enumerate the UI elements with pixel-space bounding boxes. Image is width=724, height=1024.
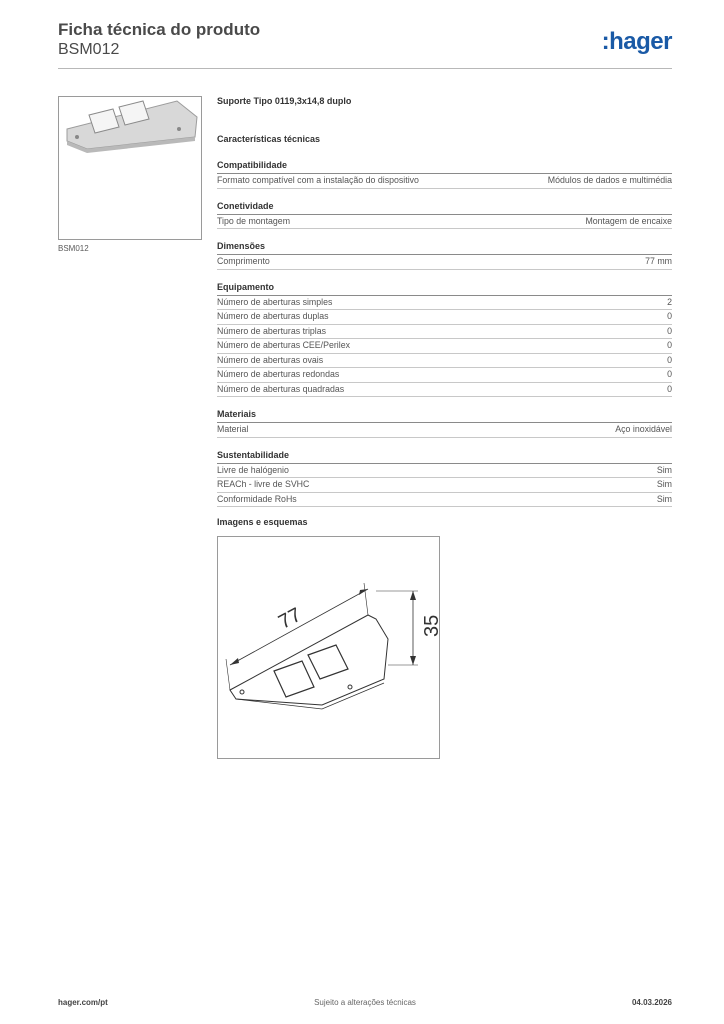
spec-label: Número de aberturas redondas bbox=[217, 369, 340, 379]
spec-value: 2 bbox=[667, 296, 672, 307]
spec-row bbox=[217, 325, 672, 340]
spec-value: Sim bbox=[656, 479, 672, 489]
spec-label: Comprimento bbox=[217, 256, 270, 266]
spec-label: Número de aberturas simples bbox=[217, 296, 333, 307]
section-title: Sustentabilidade bbox=[217, 450, 672, 464]
spec-row bbox=[217, 383, 672, 398]
spec-value: 0 bbox=[667, 383, 672, 394]
spec-row bbox=[217, 296, 672, 311]
spec-row bbox=[217, 354, 672, 369]
section-title: Conetividade bbox=[217, 201, 672, 215]
spec-section bbox=[217, 201, 672, 230]
spec-section bbox=[217, 241, 672, 270]
spec-label: Tipo de montagem bbox=[217, 215, 291, 226]
spec-section bbox=[217, 409, 672, 438]
spec-label: Número de aberturas CEE/Perilex bbox=[217, 340, 350, 350]
spec-section bbox=[217, 450, 672, 508]
page-header bbox=[58, 20, 672, 60]
spec-value: 0 bbox=[667, 311, 672, 321]
spec-row bbox=[217, 423, 672, 438]
spec-value: Montagem de encaixe bbox=[585, 215, 672, 226]
spec-value: 0 bbox=[667, 354, 672, 365]
dimension-drawing-icon bbox=[218, 537, 443, 758]
spec-value: Aço inoxidável bbox=[615, 424, 672, 434]
spec-row bbox=[217, 478, 672, 493]
characteristics-title: Características técnicas bbox=[217, 134, 321, 144]
logo-text: hager bbox=[609, 28, 672, 55]
spec-section bbox=[217, 282, 672, 398]
spec-sections bbox=[217, 160, 672, 507]
hager-logo bbox=[602, 28, 672, 56]
spec-value: 0 bbox=[667, 325, 672, 336]
spec-row bbox=[217, 255, 672, 270]
spec-value: 77 mm bbox=[645, 256, 672, 266]
spec-row bbox=[217, 339, 672, 354]
spec-row bbox=[217, 174, 672, 189]
footer-date: 04.03.2026 bbox=[631, 998, 672, 1007]
product-photo-icon bbox=[59, 97, 201, 239]
logo-colon-icon: : bbox=[601, 28, 610, 55]
spec-label: REACh - livre de SVHC bbox=[217, 479, 310, 489]
spec-row bbox=[217, 310, 672, 325]
dim-length-label: 77 bbox=[275, 603, 306, 634]
spec-label: Conformidade RoHs bbox=[217, 493, 297, 504]
product-code: BSM012 bbox=[58, 41, 120, 58]
spec-content bbox=[217, 96, 672, 507]
spec-row bbox=[217, 464, 672, 479]
images-title: Imagens e esquemas bbox=[217, 517, 308, 527]
spec-label: Número de aberturas duplas bbox=[217, 311, 329, 321]
product-name: Suporte Tipo 0119,3x14,8 duplo bbox=[217, 96, 352, 106]
spec-label: Número de aberturas ovais bbox=[217, 354, 324, 365]
dim-height-label: 35 bbox=[421, 614, 443, 637]
spec-label: Formato compatível com a instalação do dispositivo bbox=[217, 175, 419, 185]
spec-value: 0 bbox=[667, 369, 672, 379]
spec-label: Número de aberturas quadradas bbox=[217, 383, 345, 394]
technical-drawing bbox=[217, 536, 443, 759]
spec-row bbox=[217, 215, 672, 230]
header-divider bbox=[58, 68, 672, 69]
footer-note: Sujeito a alterações técnicas bbox=[314, 998, 416, 1007]
footer-website-link[interactable]: hager.com/pt bbox=[58, 998, 108, 1007]
spec-row bbox=[217, 368, 672, 383]
spec-section bbox=[217, 160, 672, 189]
spec-row bbox=[217, 493, 672, 508]
spec-label: Livre de halógenio bbox=[217, 464, 289, 475]
spec-label: Número de aberturas triplas bbox=[217, 325, 327, 336]
section-title: Compatibilidade bbox=[217, 160, 672, 174]
section-title: Equipamento bbox=[217, 282, 672, 296]
section-title: Materiais bbox=[217, 409, 672, 423]
spec-value: 0 bbox=[667, 340, 672, 350]
page-title: Ficha técnica do produto bbox=[58, 20, 261, 39]
thumbnail-caption: BSM012 bbox=[58, 244, 89, 253]
spec-value: Sim bbox=[656, 464, 672, 475]
spec-value: Módulos de dados e multimédia bbox=[547, 175, 672, 185]
product-thumbnail bbox=[58, 96, 202, 240]
section-title: Dimensões bbox=[217, 241, 672, 255]
spec-value: Sim bbox=[656, 493, 672, 504]
spec-label: Material bbox=[217, 424, 249, 434]
